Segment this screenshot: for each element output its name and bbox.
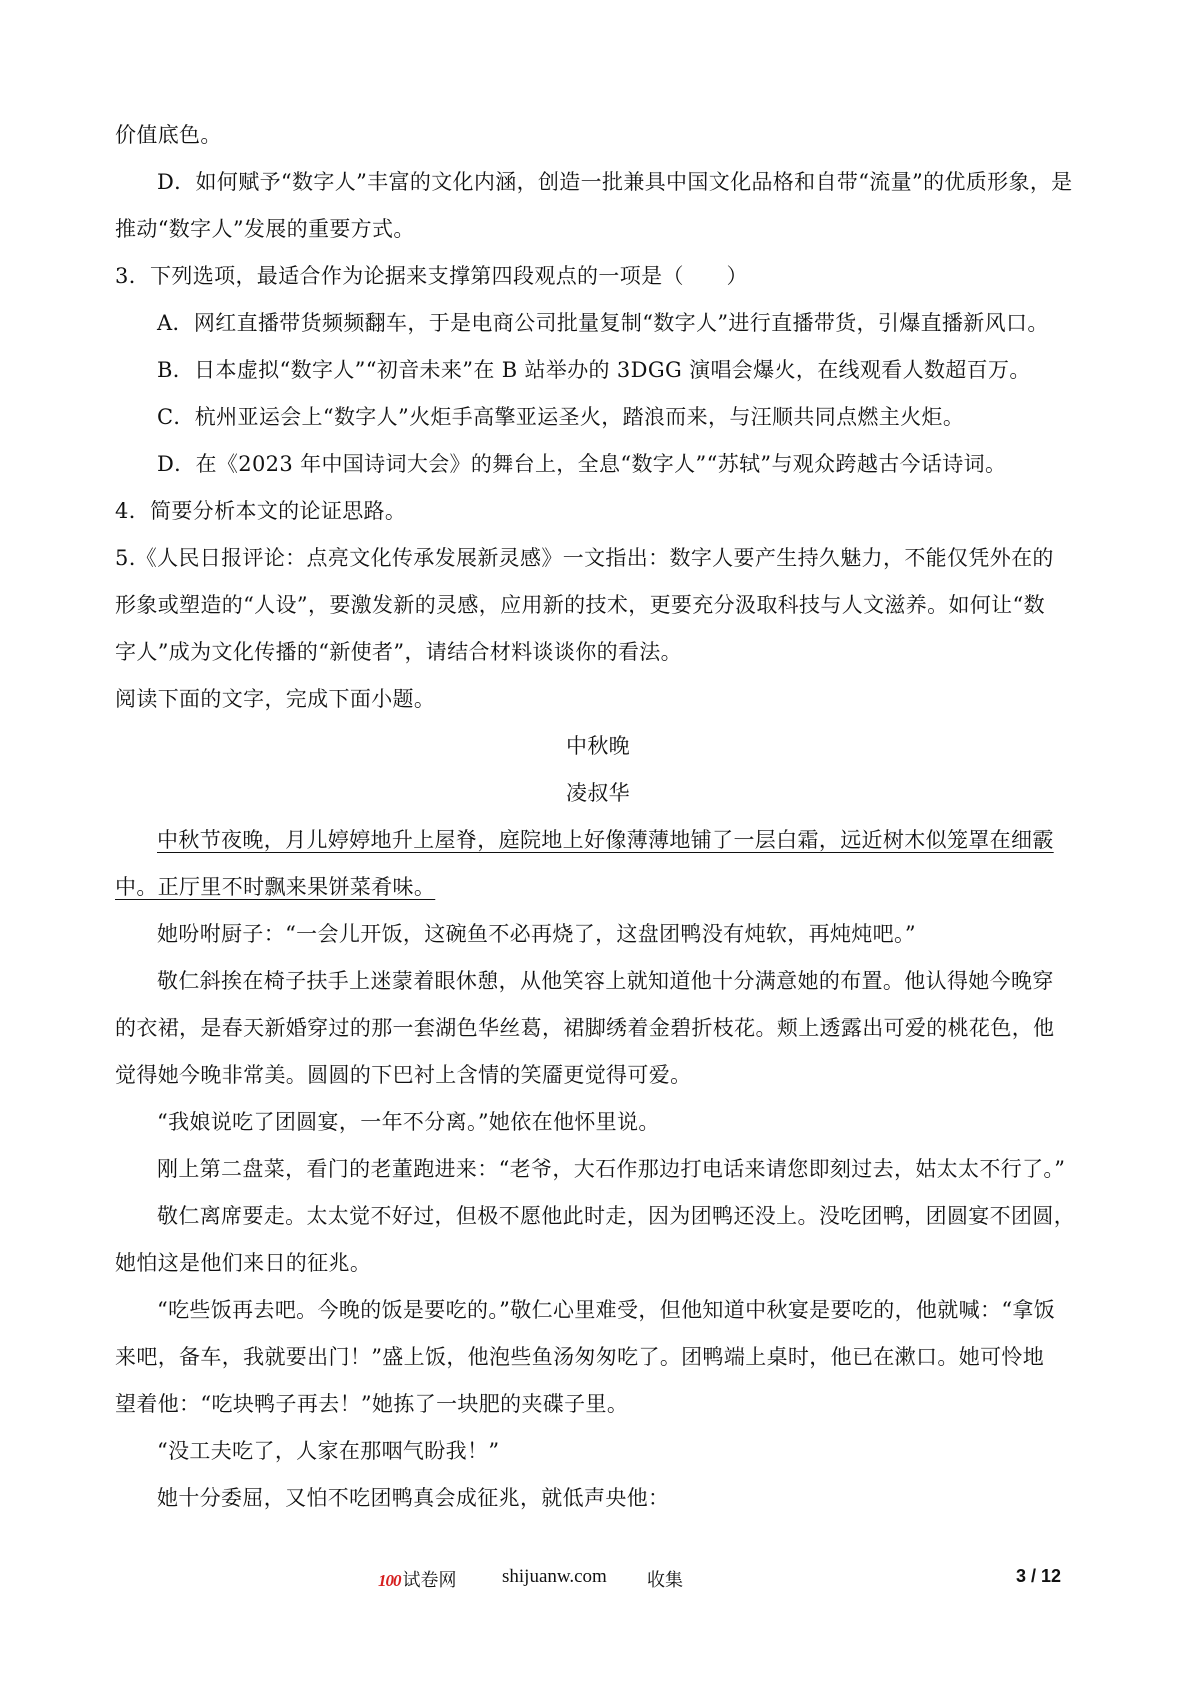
text-line: 她吩咐厨子：“一会儿开饭，这碗鱼不必再烧了，这盘团鸭没有炖软，再炖炖吧。” — [157, 922, 916, 946]
text-line: “我娘说吃了团圆宴，一年不分离。”她依在他怀里说。 — [157, 1110, 660, 1134]
text-line: 形象或塑造的“人设”，要激发新的灵感，应用新的技术，更要充分汲取科技与人文滋养。如何让“数 — [115, 593, 1045, 617]
document-body — [115, 112, 1081, 1522]
text-line: A．网红直播带货频频翻车，于是电商公司批量复制“数字人”进行直播带货，引爆直播新风口。 — [157, 311, 1049, 335]
text-line: C．杭州亚运会上“数字人”火炬手高擎亚运圣火，踏浪而来，与汪顺共同点燃主火炬。 — [157, 405, 965, 429]
text-line: 5.《人民日报评论：点亮文化传承发展新灵感》一文指出：数字人要产生持久魅力，不能仅凭外在的 — [115, 546, 1054, 570]
text-line: 字人”成为文化传播的“新使者”，请结合材料谈谈你的看法。 — [115, 640, 683, 664]
text-line: 她怕这是他们来日的征兆。 — [115, 1251, 372, 1275]
text-line: 敬仁斜挨在椅子扶手上迷蒙着眼休憩，从他笑容上就知道他十分满意她的布置。他认得她今晚穿 — [157, 969, 1054, 993]
text-line: B．日本虚拟“数字人”“初音未来”在 B 站举办的 3DGG 演唱会爆火，在线观看人数超百万。 — [157, 358, 1031, 382]
text-line: 4．简要分析本文的论证思路。 — [115, 499, 407, 523]
underlined-passage-line: 中秋节夜晚，月儿婷婷地升上屋脊，庭院地上好像薄薄地铺了一层白霜，远近树木似笼罩在细霰 — [157, 828, 1054, 852]
question-section — [115, 112, 1081, 723]
collect-label: 收集 — [647, 1570, 683, 1591]
logo-number: 100 — [378, 1571, 401, 1590]
text-line: 阅读下面的文字，完成下面小题。 — [115, 687, 436, 711]
text-line: 刚上第二盘菜，看门的老董跑进来：“老爷，大石作那边打电话来请您即刻过去，姑太太不行了。” — [157, 1157, 1066, 1181]
text-line: 来吧，备车，我就要出门！”盛上饭，他泡些鱼汤匆匆吃了。团鸭端上桌时，他已在漱口。她可怜地 — [115, 1345, 1045, 1369]
site-name: 试卷网 — [402, 1570, 457, 1591]
story-author: 凌叔华 — [565, 781, 631, 805]
text-line: 3．下列选项，最适合作为论据来支撑第四段观点的一项是（ ） — [115, 264, 748, 288]
story-text — [115, 911, 1081, 1522]
page-footer — [0, 1560, 1191, 1600]
text-line: D．如何赋予“数字人”丰富的文化内涵，创造一批兼具中国文化品格和自带“流量”的优质形象，是 — [157, 170, 1073, 194]
text-line: 价值底色。 — [115, 123, 222, 147]
site-url: shijuanw.com — [502, 1566, 607, 1587]
text-line: 望着他：“吃块鸭子再去！”她拣了一块肥的夹碟子里。 — [115, 1392, 629, 1416]
text-line: 推动“数字人”发展的重要方式。 — [115, 217, 415, 241]
text-line: 的衣裙，是春天新婚穿过的那一套湖色华丝葛，裙脚绣着金碧折枝花。颊上透露出可爱的桃花色，他 — [115, 1016, 1055, 1040]
site-logo — [378, 1566, 457, 1592]
page-number: 3 / 12 — [1016, 1566, 1062, 1586]
text-line: D．在《2023 年中国诗词大会》的舞台上，全息“数字人”“苏轼”与观众跨越古今话诗词。 — [157, 452, 1007, 476]
underlined-passage-line: 中。正厅里不时飘来果饼菜肴味。 — [115, 875, 436, 899]
text-line: “吃些饭再去吧。今晚的饭是要吃的。”敬仁心里难受，但他知道中秋宴是要吃的，他就喊：“拿饭 — [157, 1298, 1056, 1322]
text-line: 她十分委屈，又怕不吃团鸭真会成征兆，就低声央他： — [157, 1486, 670, 1510]
story-title: 中秋晚 — [565, 734, 631, 758]
text-line: 敬仁离席要走。太太觉不好过，但极不愿他此时走，因为团鸭还没上。没吃团鸭，团圆宴不团圆， — [157, 1204, 1076, 1228]
text-line: 觉得她今晚非常美。圆圆的下巴衬上含情的笑靥更觉得可爱。 — [115, 1063, 692, 1087]
text-line: “没工夫吃了，人家在那咽气盼我！” — [157, 1439, 500, 1463]
